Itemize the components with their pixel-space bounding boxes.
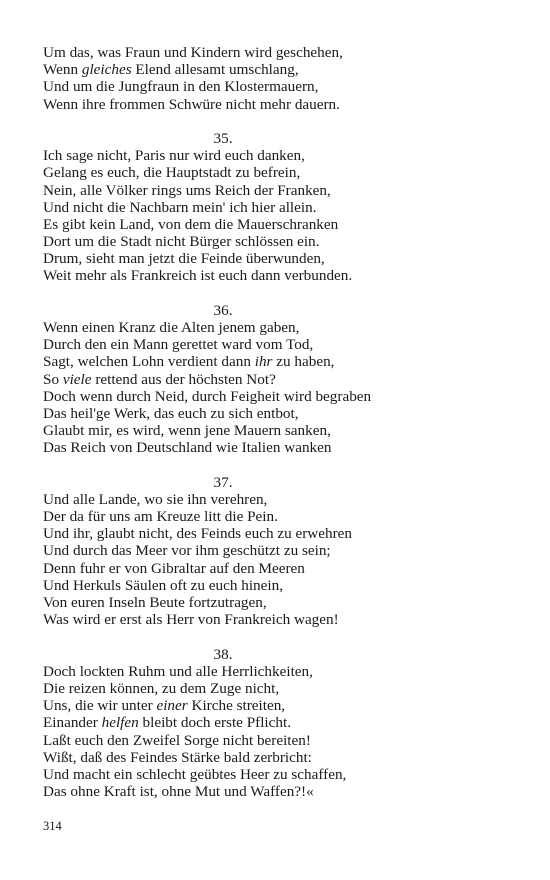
verse-text: Ich sage nicht, Paris nur wird euch danken, xyxy=(43,147,305,165)
verse-text: Durch den ein Mann gerettet ward vom Tod, xyxy=(43,336,314,354)
verse-line xyxy=(43,199,403,216)
verse-line xyxy=(43,542,403,559)
verse-line xyxy=(43,371,403,388)
verse-text: Und durch das Meer vor ihm geschützt zu sein; xyxy=(43,542,331,560)
verse-text: Und macht ein schlecht geübtes Heer zu schaffen, xyxy=(43,765,347,783)
verse-line xyxy=(43,732,403,749)
stanza xyxy=(43,646,403,801)
verse-line xyxy=(43,336,403,353)
verse-line xyxy=(43,491,403,508)
verse-line xyxy=(43,353,403,370)
verse-text: Was wird er erst als Herr von Frankreich wagen! xyxy=(43,611,339,629)
verse-line xyxy=(43,697,403,714)
verse-text: Und alle Lande, wo sie ihn verehren, xyxy=(43,490,268,508)
verse-line xyxy=(43,182,403,199)
emphasized-word: viele xyxy=(62,370,92,388)
verse-line xyxy=(43,714,403,731)
verse-text: Sagt, welchen Lohn verdient dann xyxy=(43,353,255,371)
verse-text: Elend allesamt umschlang, xyxy=(131,61,299,79)
verse-line xyxy=(43,405,403,422)
verse-text: Weit mehr als Frankreich ist euch dann verbunden. xyxy=(43,267,353,285)
verse-text: Glaubt mir, es wird, wenn jene Mauern sanken, xyxy=(43,422,331,440)
stanza xyxy=(43,474,403,629)
verse-line xyxy=(43,594,403,611)
verse-line xyxy=(43,508,403,525)
verse-text: Und nicht die Nachbarn mein' ich hier allein. xyxy=(43,198,317,216)
verse-line xyxy=(43,577,403,594)
verse-text: Von euren Inseln Beute fortzutragen, xyxy=(43,594,267,611)
verse-text: Wenn einen Kranz die Alten jenem gaben, xyxy=(43,319,300,336)
verse-text: Doch wenn durch Neid, durch Feigheit wird begraben xyxy=(43,387,372,405)
verse-line xyxy=(43,388,403,405)
verse-text: Dort um die Stadt nicht Bürger schlössen ein. xyxy=(43,233,320,251)
verse-line xyxy=(43,749,403,766)
verse-text: Kirche streiten, xyxy=(187,697,286,715)
verse-text: rettend aus der höchsten Not? xyxy=(91,370,276,388)
stanza-number: 36. xyxy=(213,301,233,319)
verse-text: Das heil'ge Werk, das euch zu sich entbot, xyxy=(43,404,299,422)
verse-text: Wißt, daß des Feindes Stärke bald zerbricht: xyxy=(43,748,312,766)
verse-text: bleibt doch erste Pflicht. xyxy=(138,714,291,732)
verse-line xyxy=(43,766,403,783)
verse-line xyxy=(43,663,403,680)
stanza xyxy=(43,302,403,457)
verse-line xyxy=(43,611,403,628)
verse-line xyxy=(43,96,403,113)
verse-text: Gelang es euch, die Hauptstadt zu befrein, xyxy=(43,164,301,182)
verse-text: Denn fuhr er von Gibraltar auf den Meeren xyxy=(43,559,305,577)
verse-text: Drum, sieht man jetzt die Feinde überwunden, xyxy=(43,250,325,268)
emphasized-word: gleiches xyxy=(81,61,132,79)
verse-line xyxy=(43,233,403,250)
verse-text: Um das, was Fraun und Kindern wird geschehen, xyxy=(43,44,343,61)
poem-body xyxy=(43,44,403,800)
verse-line xyxy=(43,61,403,78)
verse-line xyxy=(43,44,403,61)
verse-text: Das Reich von Deutschland wie Italien wanken xyxy=(43,439,332,457)
verse-line xyxy=(43,250,403,267)
verse-line xyxy=(43,164,403,181)
verse-text: Nein, alle Völker rings ums Reich der Franken, xyxy=(43,181,331,199)
verse-line xyxy=(43,525,403,542)
stanza-list xyxy=(43,130,403,800)
verse-line xyxy=(43,783,403,800)
emphasized-word: helfen xyxy=(101,714,139,732)
stanza-number: 35. xyxy=(213,129,233,147)
verse-line xyxy=(43,680,403,697)
stanza xyxy=(43,130,403,285)
verse-line xyxy=(43,267,403,284)
verse-text: Und ihr, glaubt nicht, des Feinds euch zu erwehren xyxy=(43,525,352,543)
verse-line xyxy=(43,216,403,233)
verse-line xyxy=(43,422,403,439)
verse-line xyxy=(43,147,403,164)
verse-text: Und Herkuls Säulen oft zu euch hinein, xyxy=(43,576,283,594)
verse-text: Uns, die wir unter xyxy=(43,697,157,715)
verse-text: Der da für uns am Kreuze litt die Pein. xyxy=(43,508,278,526)
verse-text: Einander xyxy=(43,714,102,732)
verse-text: Laßt euch den Zweifel Sorge nicht bereiten! xyxy=(43,731,311,749)
intro-stanza xyxy=(43,44,403,113)
verse-text: Wenn ihre frommen Schwüre nicht mehr dauern. xyxy=(43,95,340,113)
stanza-number: 38. xyxy=(213,645,233,663)
verse-line xyxy=(43,319,403,336)
stanza-number: 37. xyxy=(213,473,233,491)
verse-line xyxy=(43,560,403,577)
verse-text: Die reizen können, zu dem Zuge nicht, xyxy=(43,679,280,697)
verse-line xyxy=(43,78,403,95)
verse-text: Es gibt kein Land, von dem die Mauerschranken xyxy=(43,215,339,233)
verse-text: Wenn xyxy=(43,61,82,79)
verse-text: zu haben, xyxy=(272,353,335,371)
verse-text: So xyxy=(43,370,63,388)
emphasized-word: einer xyxy=(156,697,188,715)
verse-line xyxy=(43,439,403,456)
emphasized-word: ihr xyxy=(254,353,273,371)
page-number: 314 xyxy=(43,819,62,833)
verse-text: Doch lockten Ruhm und alle Herrlichkeiten, xyxy=(43,662,313,680)
verse-text: Das ohne Kraft ist, ohne Mut und Waffen?!« xyxy=(43,783,314,801)
verse-text: Und um die Jungfraun in den Klostermauern, xyxy=(43,78,319,96)
